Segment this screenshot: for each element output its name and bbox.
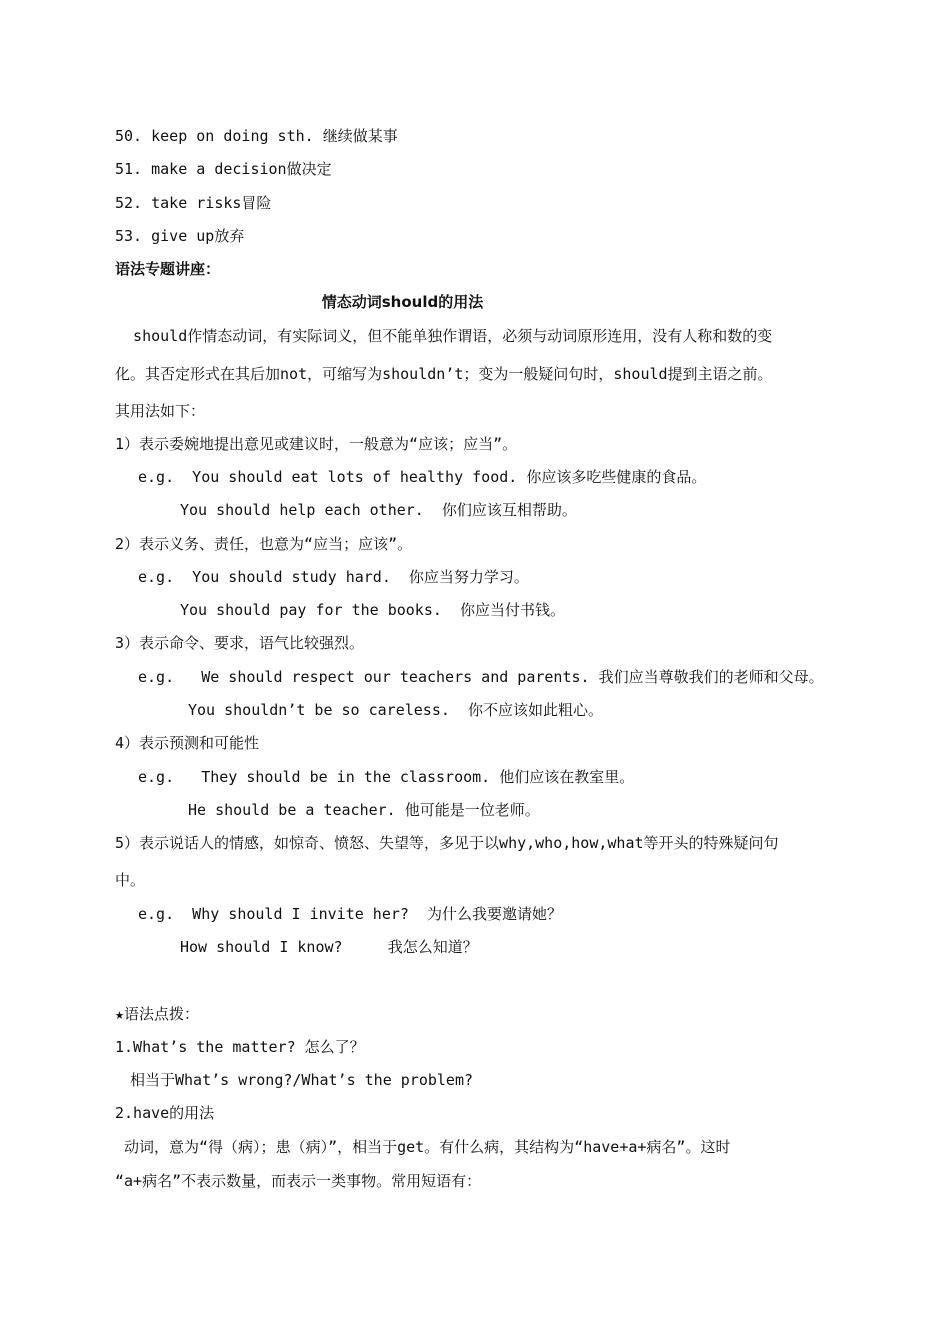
intro-line-1: should作情态动词，有实际词义，但不能单独作谓语，必须与动词原形连用，没有人称和数的变 xyxy=(115,327,773,345)
usage-5-heading: 5）表示说话人的情感，如惊奇、愤怒、失望等，多见于以why,who,how,what等开头的特殊疑问句 xyxy=(115,834,779,852)
tip-2: 2.have的用法 xyxy=(115,1104,215,1122)
grammar-heading: 语法专题讲座： xyxy=(115,260,221,278)
usage-1-example-2: You should help each other. 你们应该互相帮助。 xyxy=(180,501,577,519)
usage-3-example-1: e.g. We should respect our teachers and parents. 我们应当尊敬我们的老师和父母。 xyxy=(138,668,824,686)
tip-2-line-1: 动词，意为“得（病）；患（病）”，相当于get。有什么病，其结构为“have+a+病名”。这时 xyxy=(115,1138,731,1156)
usage-4-example-1: e.g. They should be in the classroom. 他们应该在教室里。 xyxy=(138,768,635,786)
usage-2-example-1: e.g. You should study hard. 你应当努力学习。 xyxy=(138,568,529,586)
usage-3-heading: 3）表示命令、要求，语气比较强烈。 xyxy=(115,634,365,652)
tip-2-line-2: “a+病名”不表示数量，而表示一类事物。常用短语有： xyxy=(115,1172,482,1190)
vocab-item-51: 51. make a decision做决定 xyxy=(115,160,332,178)
vocab-item-50: 50. keep on doing sth. 继续做某事 xyxy=(115,127,398,145)
intro-line-3: 其用法如下： xyxy=(115,402,206,420)
usage-1-heading: 1）表示委婉地提出意见或建议时，一般意为“应该；应当”。 xyxy=(115,435,518,453)
section-title: 情态动词should的用法 xyxy=(321,293,484,311)
usage-4-heading: 4）表示预测和可能性 xyxy=(115,734,260,752)
usage-1-example-1: e.g. You should eat lots of healthy food. 你应该多吃些健康的食品。 xyxy=(138,468,707,486)
usage-2-example-2: You should pay for the books. 你应当付书钱。 xyxy=(180,601,565,619)
usage-5-heading-cont: 中。 xyxy=(115,871,146,889)
tip-1: 1.What’s the matter? 怎么了？ xyxy=(115,1038,365,1056)
usage-4-example-2: He should be a teacher. 他可能是一位老师。 xyxy=(188,801,540,819)
vocab-item-52: 52. take risks冒险 xyxy=(115,194,272,212)
usage-2-heading: 2）表示义务、责任，也意为“应当；应该”。 xyxy=(115,535,413,553)
usage-3-example-2: You shouldn’t be so careless. 你不应该如此粗心。 xyxy=(188,701,603,719)
usage-5-example-1: e.g. Why should I invite her? 为什么我要邀请她？ xyxy=(138,905,562,923)
vocab-item-53: 53. give up放弃 xyxy=(115,227,245,245)
usage-5-example-2: How should I know? 我怎么知道？ xyxy=(180,938,478,956)
tip-1-sub: 相当于What’s wrong?/What’s the problem? xyxy=(130,1071,474,1089)
intro-line-2: 化。其否定形式在其后加not，可缩写为shouldn’t；变为一般疑问句时，should提到主语之前。 xyxy=(115,365,773,383)
tips-heading: ★语法点拨： xyxy=(115,1005,200,1023)
